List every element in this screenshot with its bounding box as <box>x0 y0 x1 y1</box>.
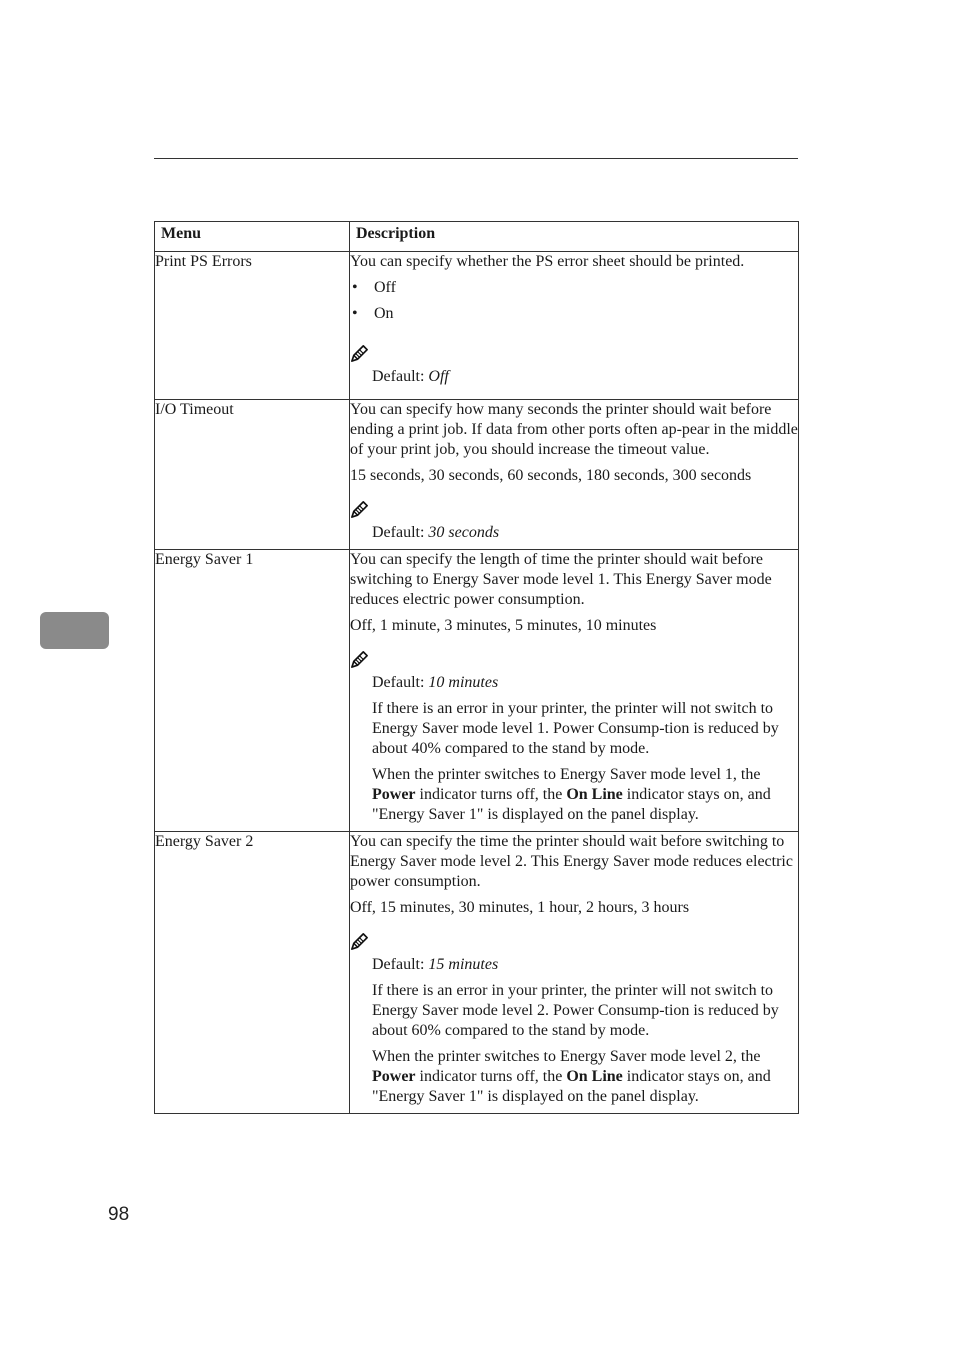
row-description <box>350 832 799 1114</box>
note-text: When the printer switches to Energy Saver mode level 2, the Power indicator turns off, the On Line indicator stays on, and "Energy Saver 1" is displayed on the panel display. <box>372 1048 771 1105</box>
row-description <box>350 550 799 832</box>
list-item: • Off <box>352 279 396 296</box>
default-value: Default: 10 minutes <box>372 674 499 691</box>
table-row <box>155 400 799 550</box>
header-rule <box>154 158 798 159</box>
table-header-row <box>155 222 799 252</box>
header-description: Description <box>350 222 799 252</box>
pencil-note-icon <box>350 932 369 951</box>
option-values: Off, 15 minutes, 30 minutes, 1 hour, 2 hours, 3 hours <box>350 899 690 916</box>
default-value: Default: Off <box>372 368 449 385</box>
note-text: When the printer switches to Energy Saver mode level 1, the Power indicator turns off, the On Line indicator stays on, and "Energy Saver 1" is displayed on the panel display. <box>372 766 771 823</box>
bullet-icon: • <box>352 305 358 322</box>
pencil-note-icon <box>350 344 369 363</box>
table-row <box>155 550 799 832</box>
bullet-icon: • <box>352 279 358 296</box>
list-item: • On <box>352 305 394 322</box>
menu-table <box>154 221 799 1114</box>
chapter-tab <box>40 612 109 649</box>
note-text: If there is an error in your printer, the printer will not switch to Energy Saver mode level 1. Power Consump-tion is reduced by about 40% compared to the stand by mode. <box>372 700 779 757</box>
option-values: Off, 1 minute, 3 minutes, 5 minutes, 10 minutes <box>350 617 657 634</box>
default-value: Default: 15 minutes <box>372 956 499 973</box>
description-text: You can specify how many seconds the printer should wait before ending a print job. If data from other ports often ap-pear in the middle of your print job, you should increase the timeout value. <box>350 401 798 458</box>
table-row <box>155 252 799 400</box>
pencil-note-icon <box>350 500 369 519</box>
row-description <box>350 400 799 550</box>
table-row <box>155 832 799 1114</box>
row-menu-print-ps-errors: Print PS Errors <box>155 252 350 400</box>
note-text: If there is an error in your printer, the printer will not switch to Energy Saver mode level 2. Power Consump-tion is reduced by about 60% compared to the stand by mode. <box>372 982 779 1039</box>
description-text: You can specify the time the printer should wait before switching to Energy Saver mode level 2. This Energy Saver mode reduces electric power consumption. <box>350 833 793 890</box>
row-menu-energy-saver-1: Energy Saver 1 <box>155 550 350 832</box>
pencil-note-icon <box>350 650 369 669</box>
option-list <box>350 278 798 330</box>
default-value: Default: 30 seconds <box>372 524 500 541</box>
option-values: 15 seconds, 30 seconds, 60 seconds, 180 seconds, 300 seconds <box>350 467 752 484</box>
row-description <box>350 252 799 400</box>
page-number: 98 <box>108 1204 130 1225</box>
description-text: You can specify the length of time the printer should wait before switching to Energy Saver mode level 1. This Energy Saver mode reduces electric power consumption. <box>350 551 772 608</box>
description-text: You can specify whether the PS error sheet should be printed. <box>350 253 745 270</box>
row-menu-energy-saver-2: Energy Saver 2 <box>155 832 350 1114</box>
header-menu: Menu <box>155 222 350 252</box>
row-menu-io-timeout: I/O Timeout <box>155 400 350 550</box>
